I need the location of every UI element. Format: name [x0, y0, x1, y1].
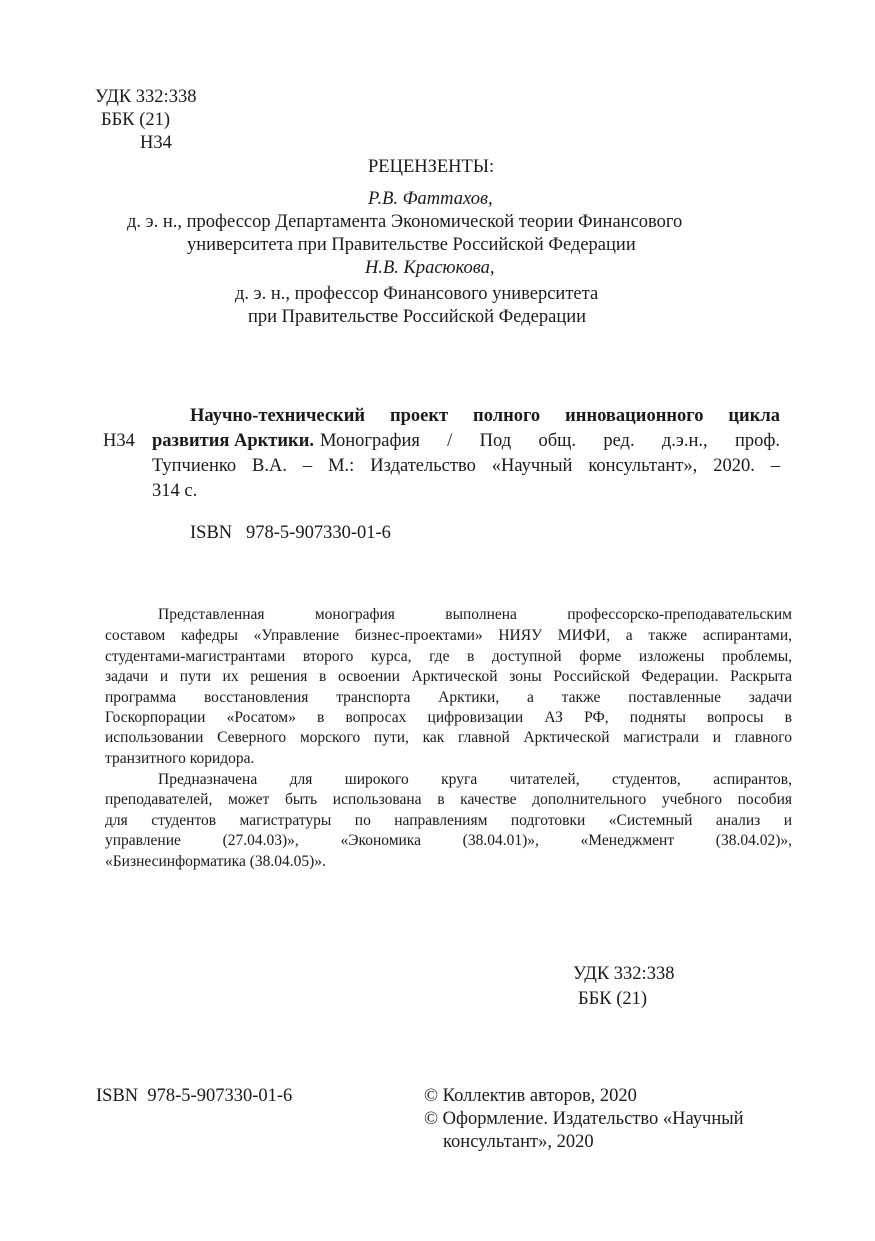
biblio-line3: Тупчиенко В.А. – М.: Издательство «Научный консультант», 2020. – — [152, 456, 780, 476]
copyright-design-line1: © Оформление. Издательство «Научный — [424, 1109, 744, 1129]
bbk-code-top: ББК (21) — [101, 110, 171, 130]
biblio-isbn: ISBN 978-5-907330-01-6 — [190, 523, 391, 543]
udk-code-top: УДК 332:338 — [95, 87, 197, 107]
biblio-pages: 314 с. — [152, 481, 198, 501]
biblio-author-mark: Н34 — [103, 431, 135, 451]
reviewer-1-name: Р.В. Фаттахов, — [368, 189, 493, 209]
annotation-p2-line: управление (27.04.03)», «Экономика (38.04.01)», «Менеджмент (38.04.02)», — [105, 832, 792, 849]
bbk-code-bottom: ББК (21) — [578, 989, 648, 1009]
annotation-p1-line: составом кафедры «Управление бизнес-проектами» НИЯУ МИФИ, а также аспирантами, — [105, 627, 792, 644]
annotation-p2-line: для студентов магистратуры по направлениям подготовки «Системный анализ и — [105, 812, 792, 829]
annotation-p1-line: задачи и пути их решения в освоении Арктической зоны Российской Федерации. Раскрыта — [105, 668, 792, 685]
reviewer-2-position-line1: д. э. н., профессор Финансового университета — [235, 284, 599, 304]
reviewers-heading: РЕЦЕНЗЕНТЫ: — [368, 157, 495, 177]
annotation-p2-line: «Бизнесинформатика (38.04.05)». — [105, 853, 326, 870]
annotation-p2-line: преподавателей, может быть использована в качестве дополнительного учебного пособия — [105, 791, 792, 808]
biblio-line2-rest: Монография / Под общ. ред. д.э.н., проф. — [320, 431, 780, 451]
annotation-p1-line: транзитного коридора. — [105, 750, 255, 767]
udk-code-bottom: УДК 332:338 — [573, 964, 675, 984]
copyright-authors: © Коллектив авторов, 2020 — [424, 1086, 637, 1106]
annotation-p1-line: Госкорпорации «Росатом» в вопросах цифровизации АЗ РФ, подняты вопросы в — [105, 709, 792, 726]
footer-isbn: ISBN 978-5-907330-01-6 — [96, 1086, 293, 1106]
biblio-title-line1: Научно-технический проект полного инновационного цикла — [190, 406, 780, 426]
author-mark-top: Н34 — [140, 133, 172, 153]
biblio-title-line2: развития Арктики. — [152, 431, 315, 451]
annotation-p1-line: использовании Северного морского пути, как главной Арктической магистрали и главного — [105, 729, 792, 746]
reviewer-1-position-line2: университета при Правительстве Российской Федерации — [187, 235, 636, 255]
biblio-line2 — [152, 430, 780, 452]
reviewer-1-position-line1: д. э. н., профессор Департамента Экономической теории Финансового — [127, 212, 683, 232]
copyright-design-line2: консультант», 2020 — [443, 1132, 594, 1152]
annotation-p1-line: программа восстановления транспорта Арктики, а также поставленные задачи — [105, 689, 792, 706]
reviewer-2-name: Н.В. Красюкова, — [365, 258, 495, 278]
reviewer-2-position-line2: при Правительстве Российской Федерации — [248, 307, 587, 327]
annotation-p1-line: студентами-магистрантами второго курса, где в доступной форме изложены проблемы, — [105, 648, 792, 665]
annotation-p2-line: Предназначена для широкого круга читателей, студентов, аспирантов, — [158, 771, 792, 788]
annotation-p1-line: Представленная монография выполнена профессорско-преподавательским — [158, 606, 792, 623]
